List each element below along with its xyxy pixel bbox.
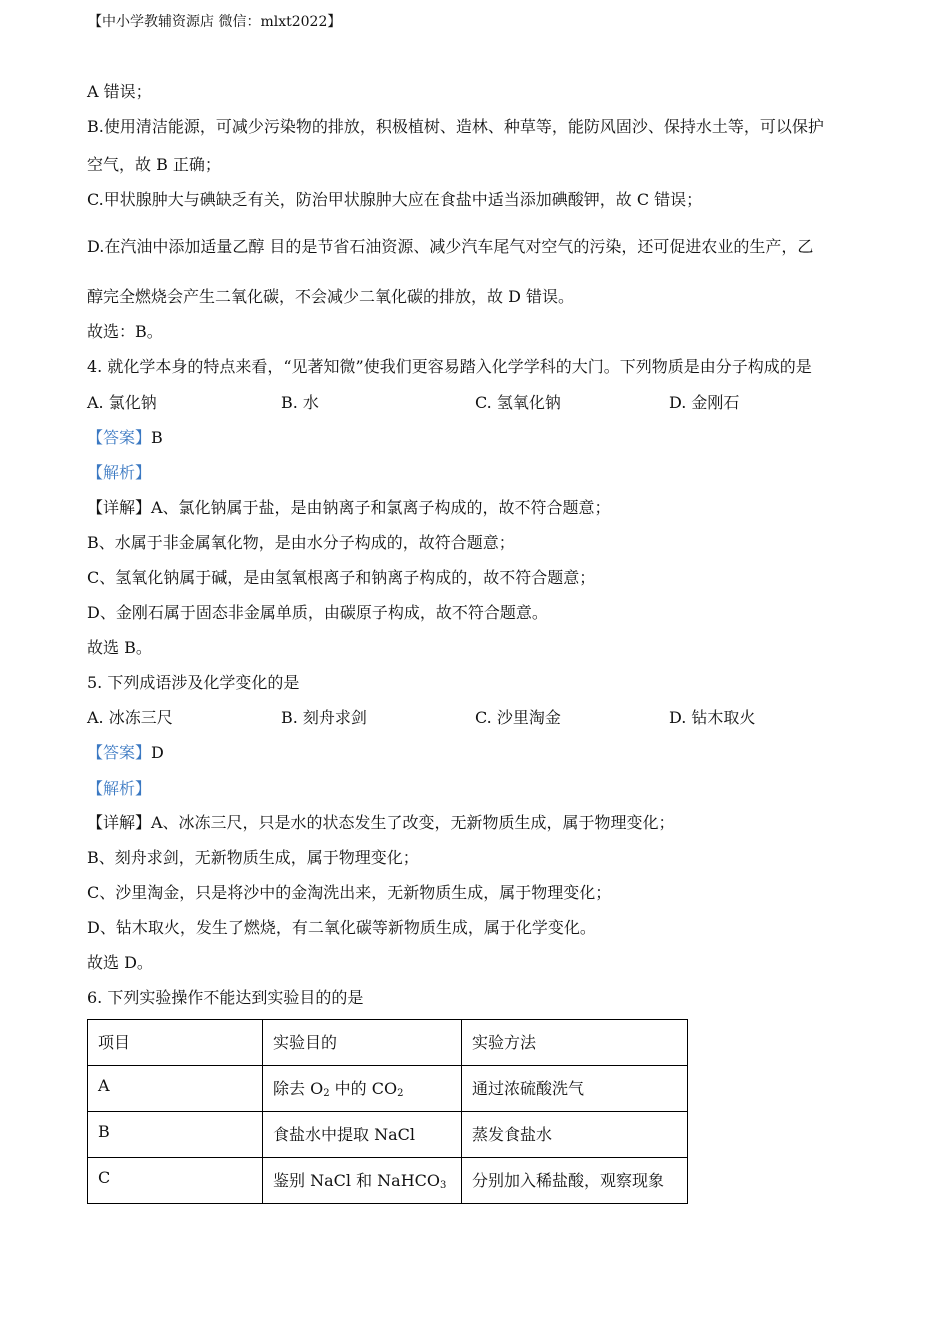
prev-answer-d-line2: 醇完全燃烧会产生二氧化碳，不会减少二氧化碳的排放，故 D 错误。 [87, 287, 575, 306]
answer-value: D [151, 743, 164, 762]
prev-answer-d-line1: D.在汽油中添加适量乙醇 目的是节省石油资源、减少汽车尾气对空气的污染，还可促进农业的生产，乙 [87, 237, 814, 256]
q5-option-d: D. 钻木取火 [669, 708, 756, 727]
q4-option-d: D. 金刚石 [669, 393, 740, 412]
table-cell-item: B [88, 1112, 263, 1158]
prev-answer-b-line1: B.使用清洁能源，可减少污染物的排放，积极植树、造林、种草等，能防风固沙、保持水土等，可以保护 [87, 117, 824, 136]
q4-detail: 【详解】A、氯化钠属于盐，是由钠离子和氯离子构成的，故不符合题意； [87, 498, 611, 517]
table-cell-purpose: 食盐水中提取 NaCl [263, 1112, 462, 1158]
q5-detail-b: B、刻舟求剑，无新物质生成，属于物理变化； [87, 848, 419, 867]
q5-option-b: B. 刻舟求剑 [281, 708, 367, 727]
q4-option-c: C. 氢氧化钠 [475, 393, 561, 412]
prev-answer-conclusion: 故选：B。 [87, 322, 163, 341]
table-header-row [88, 1020, 688, 1066]
q5-option-c: C. 沙里淘金 [475, 708, 561, 727]
q4-analysis-tag: 【解析】 [87, 463, 152, 482]
answer-tag: 【答案】 [87, 428, 152, 447]
answer-value: B [151, 428, 163, 447]
purpose-text: 鉴别 NaCl 和 NaHCO [273, 1171, 441, 1190]
subscript: 2 [323, 1088, 330, 1099]
purpose-text: 中的 CO [329, 1079, 398, 1098]
table-cell-purpose [263, 1158, 462, 1204]
q4-detail-d: D、金刚石属于固态非金属单质，由碳原子构成，故不符合题意。 [87, 603, 548, 622]
prev-answer-a: A 错误； [87, 82, 152, 101]
subscript: 3 [440, 1180, 447, 1191]
q4-answer [87, 428, 163, 448]
q4-conclusion: 故选 B。 [87, 638, 152, 657]
table-cell-method: 蒸发食盐水 [462, 1112, 688, 1158]
purpose-text: 除去 O [273, 1079, 324, 1098]
q4-detail-b: B、水属于非金属氧化物，是由水分子构成的，故符合题意； [87, 533, 515, 552]
table-cell-item: C [88, 1158, 263, 1204]
table-cell-method: 分别加入稀盐酸，观察现象 [462, 1158, 688, 1204]
page-header: 【中小学教辅资源店 微信：mlxt2022】 [88, 14, 342, 30]
table-cell-method: 通过浓硫酸洗气 [462, 1066, 688, 1112]
q5-option-a: A. 冰冻三尺 [87, 708, 173, 727]
q5-detail-d: D、钻木取火，发生了燃烧，有二氧化碳等新物质生成，属于化学变化。 [87, 918, 596, 937]
prev-answer-c: C.甲状腺肿大与碘缺乏有关，防治甲状腺肿大应在食盐中适当添加碘酸钾，故 C 错误； [87, 190, 703, 209]
prev-answer-b-line2: 空气，故 B 正确； [87, 155, 221, 174]
q4-option-a: A. 氯化钠 [87, 393, 157, 412]
answer-tag: 【答案】 [87, 743, 152, 762]
q4-option-b: B. 水 [281, 393, 319, 412]
subscript: 2 [397, 1088, 404, 1099]
table-header-cell: 实验方法 [462, 1020, 688, 1066]
experiment-table [87, 1019, 688, 1204]
q4-stem: 4. 就化学本身的特点来看，“见著知微”使我们更容易踏入化学学科的大门。下列物质是由分子构成的是 [87, 357, 812, 376]
q5-stem: 5. 下列成语涉及化学变化的是 [87, 673, 300, 692]
q5-conclusion: 故选 D。 [87, 953, 153, 972]
table-cell-purpose [263, 1066, 462, 1112]
q5-analysis-tag: 【解析】 [87, 779, 152, 798]
table-cell-item: A [88, 1066, 263, 1112]
table-row [88, 1066, 688, 1112]
table-row [88, 1158, 688, 1204]
q6-stem: 6. 下列实验操作不能达到实验目的的是 [87, 988, 364, 1007]
q5-answer [87, 743, 164, 763]
table-header-cell: 项目 [88, 1020, 263, 1066]
table-row [88, 1112, 688, 1158]
table-header-cell: 实验目的 [263, 1020, 462, 1066]
q4-detail-c: C、氢氧化钠属于碱，是由氢氧根离子和钠离子构成的，故不符合题意； [87, 568, 596, 587]
q5-detail: 【详解】A、冰冻三尺，只是水的状态发生了改变，无新物质生成，属于物理变化； [87, 813, 675, 832]
q5-detail-c: C、沙里淘金，只是将沙中的金淘洗出来，无新物质生成，属于物理变化； [87, 883, 612, 902]
